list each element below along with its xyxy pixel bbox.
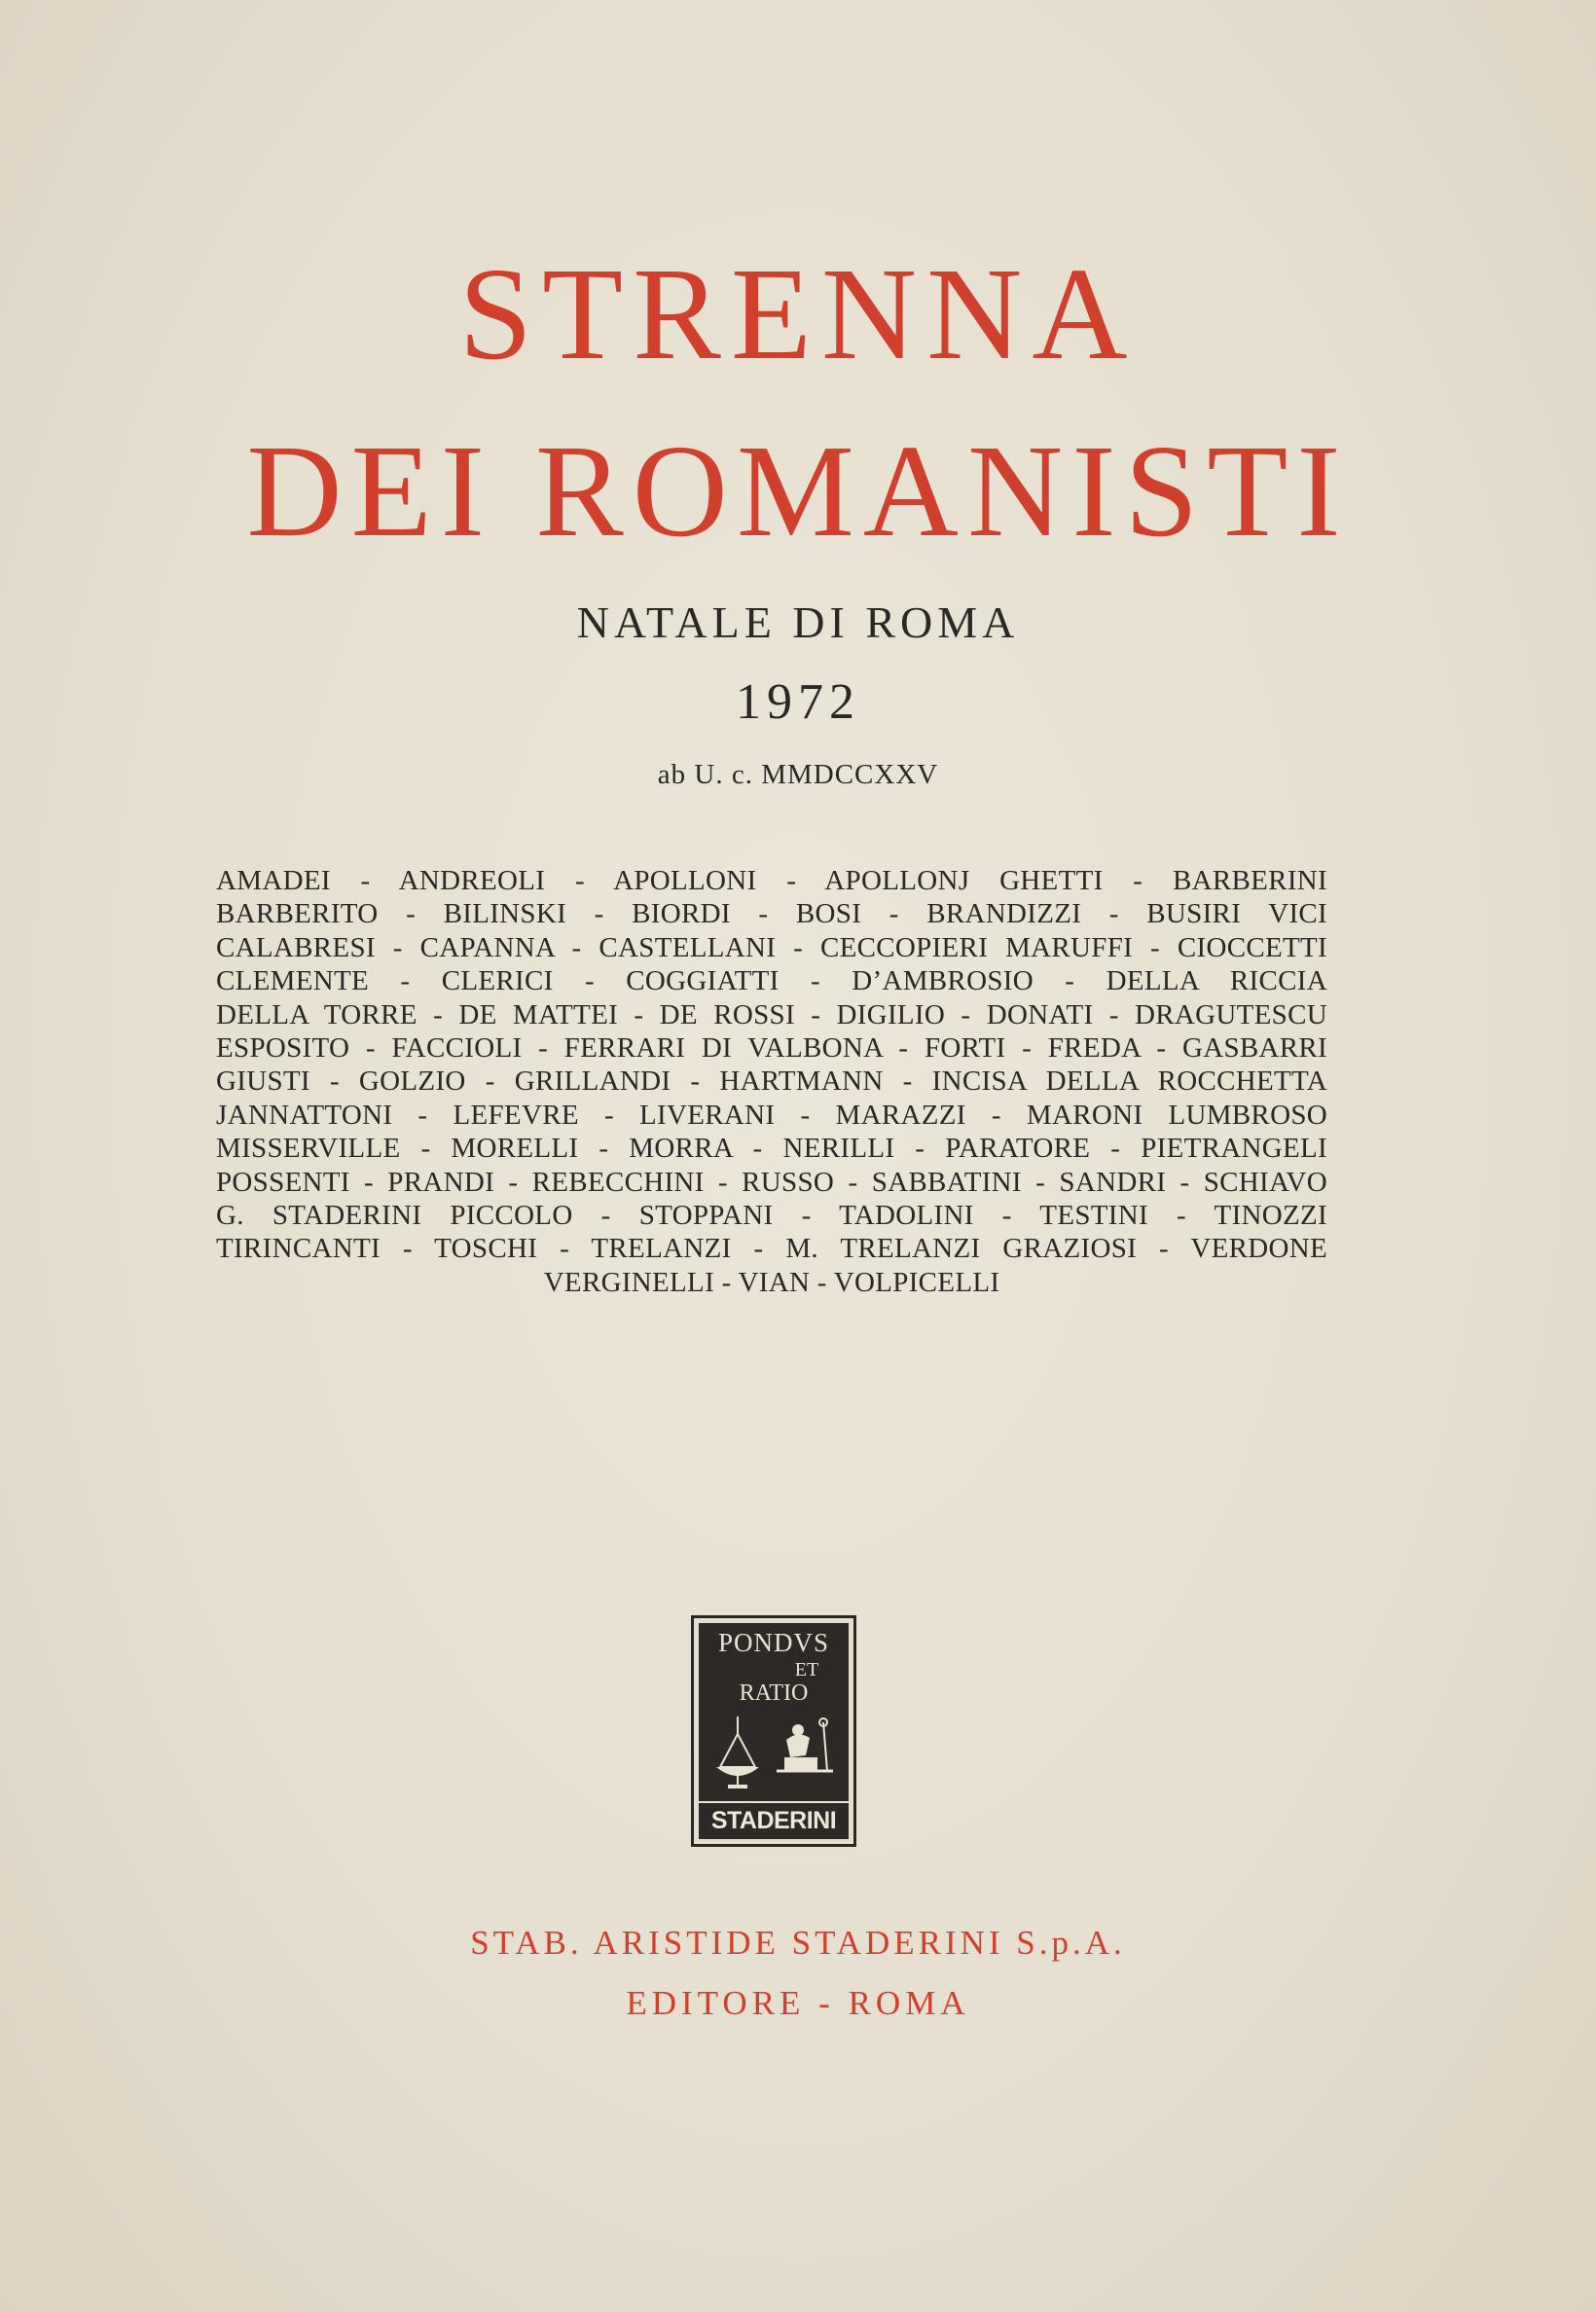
- author-line: CLEMENTE - CLERICI - COGGIATTI - D’AMBROSIO - DELLA RICCIA: [216, 965, 1327, 997]
- author-line: DELLA TORRE - DE MATTEI - DE ROSSI - DIGILIO - DONATI - DRAGUTESCU: [216, 998, 1327, 1030]
- publisher-logo: [691, 1615, 856, 1847]
- author-line: BARBERITO - BILINSKI - BIORDI - BOSI - BRANDIZZI - BUSIRI VICI: [216, 898, 1327, 930]
- publisher-name: STAB. ARISTIDE STADERINI S.p.A.: [470, 1924, 1126, 1962]
- balance-scale-icon: [708, 1713, 841, 1790]
- title-line-1: STRENNA: [458, 241, 1138, 387]
- author-line: JANNATTONI - LEFEVRE - LIVERANI - MARAZZI - MARONI LUMBROSO: [216, 1099, 1327, 1131]
- logo-motto-line-2: ET: [794, 1659, 819, 1680]
- author-line: TIRINCANTI - TOSCHI - TRELANZI - M. TRELANZI GRAZIOSI - VERDONE: [216, 1233, 1327, 1265]
- author-line: ESPOSITO - FACCIOLI - FERRARI DI VALBONA - FORTI - FREDA - GASBARRI: [216, 1031, 1327, 1064]
- author-line: AMADEI - ANDREOLI - APOLLONI - APOLLONJ GHETTI - BARBERINI: [216, 865, 1327, 896]
- ab-urbe-condita: ab U. c. MMDCCXXV: [657, 759, 939, 790]
- subtitle: NATALE DI ROMA: [576, 597, 1020, 647]
- author-line: G. STADERINI PICCOLO - STOPPANI - TADOLINI - TESTINI - TINOZZI: [216, 1199, 1327, 1231]
- title-line-2: DEI ROMANISTI: [246, 418, 1350, 564]
- logo-motto-line-1: PONDVS: [717, 1628, 830, 1657]
- logo-emblem: [699, 1623, 849, 1839]
- author-line: GIUSTI - GOLZIO - GRILLANDI - HARTMANN - INCISA DELLA ROCCHETTA: [216, 1066, 1327, 1098]
- author-line: MISSERVILLE - MORELLI - MORRA - NERILLI - PARATORE - PIETRANGELI: [216, 1133, 1327, 1165]
- publisher-place: EDITORE - ROMA: [626, 1984, 970, 2022]
- year: 1972: [736, 674, 860, 730]
- author-line: POSSENTI - PRANDI - REBECCHINI - RUSSO - SABBATINI - SANDRI - SCHIAVO: [216, 1166, 1327, 1198]
- author-line: CALABRESI - CAPANNA - CASTELLANI - CECCOPIERI MARUFFI - CIOCCETTI: [216, 931, 1327, 963]
- author-line: VERGINELLI - VIAN - VOLPICELLI: [543, 1266, 1000, 1298]
- logo-brand: STADERINI: [699, 1801, 849, 1835]
- author-list: [216, 864, 1327, 1299]
- logo-motto-line-3: RATIO: [739, 1680, 809, 1706]
